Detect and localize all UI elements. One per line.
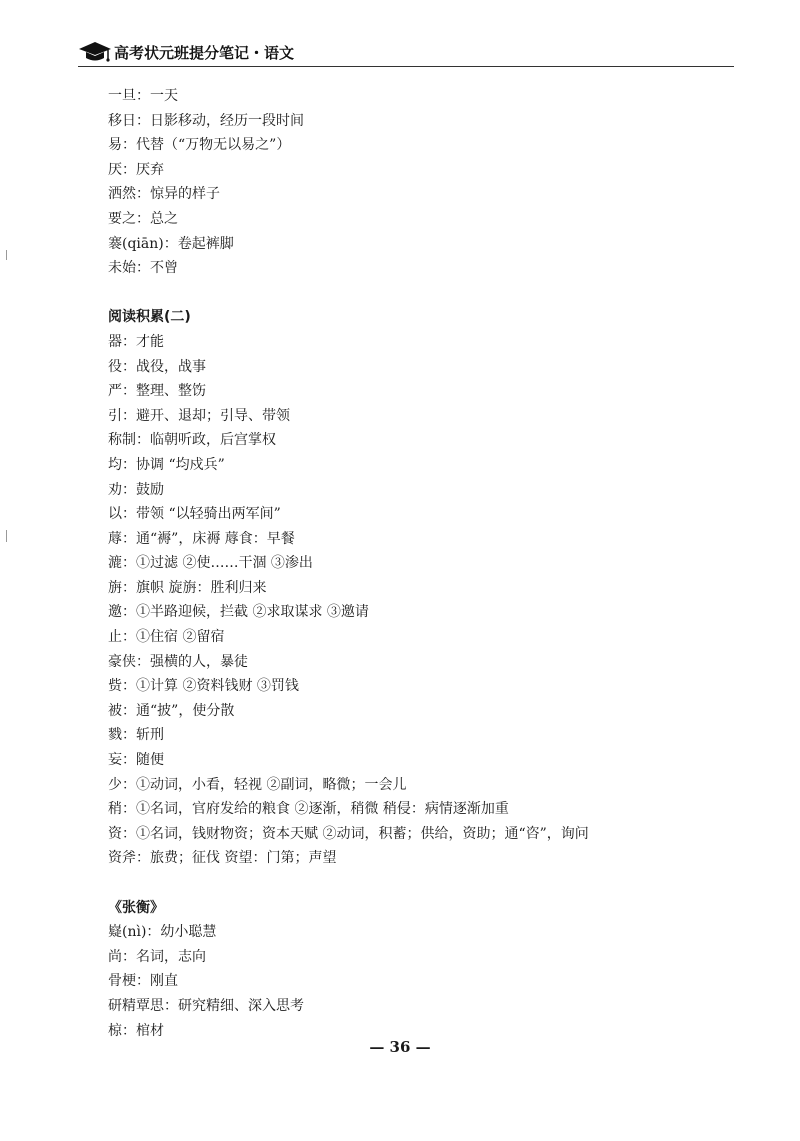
glossary-entry: 称制：临朝听政，后宫掌权: [108, 432, 276, 449]
glossary-entry: 以：带领 “以轻骑出两军间”: [108, 506, 281, 523]
glossary-entry: 豪侠：强横的人，暴徒: [108, 653, 248, 670]
glossary-entry: 止：①住宿 ②留宿: [108, 629, 225, 646]
glossary-entry: 一旦：一天: [108, 88, 178, 104]
glossary-entry: 厌：厌弃: [108, 161, 164, 178]
page-number: — 36 —: [369, 1038, 431, 1056]
header-rule: [78, 66, 734, 67]
running-header: [78, 38, 338, 68]
glossary-entry: 稍：①名词，官府发给的粮食 ②逐渐，稍微 稍侵：病情逐渐加重: [108, 801, 509, 818]
glossary-entry: 资：①名词，钱财物资；资本天赋 ②动词，积蓄；供给，资助；通“咨”，询问: [108, 825, 589, 842]
glossary-entry: 嶷(nì)：幼小聪慧: [108, 924, 217, 941]
section-title: 阅读积累(二): [108, 309, 191, 326]
glossary-entry: 漉：①过滤 ②使……干涸 ③渗出: [108, 555, 313, 572]
content-body: [108, 84, 748, 1043]
glossary-entry: 被：通“披”，使分散: [108, 702, 235, 719]
glossary-entry: 严：整理、整饬: [108, 383, 206, 400]
section-gap: [108, 871, 748, 896]
section-title: 《张衡》: [108, 899, 164, 916]
scan-edge-mark: [6, 250, 7, 260]
glossary-entry: 劝：鼓励: [108, 481, 164, 498]
glossary-entry: 尚：名词，志向: [108, 948, 206, 965]
glossary-entry: 移日：日影移动，经历一段时间: [108, 112, 304, 129]
glossary-entry: 洒然：惊异的样子: [108, 186, 220, 203]
glossary-entry: 均：协调 “均戍兵”: [108, 456, 225, 473]
glossary-entry: 邀：①半路迎候，拦截 ②求取谋求 ③邀请: [108, 604, 369, 621]
glossary-entry: 资斧：旅费；征伐 资望：门第；声望: [108, 850, 337, 867]
graduation-cap-icon: [78, 40, 112, 68]
scan-edge-mark: [6, 530, 7, 542]
glossary-entry: 少：①动词，小看，轻视 ②副词，略微；一会儿: [108, 776, 407, 793]
glossary-entry: 赀：①计算 ②资料钱财 ③罚钱: [108, 678, 299, 695]
glossary-entry: 引：避开、退却；引导、带领: [108, 407, 290, 424]
header-title: 高考状元班提分笔记・语文: [114, 44, 295, 62]
glossary-entry: 器：才能: [108, 333, 164, 350]
glossary-entry: 未始：不曾: [108, 260, 178, 277]
glossary-entry: 要之：总之: [108, 210, 178, 227]
glossary-entry: 妄：随便: [108, 752, 164, 769]
glossary-entry: 易：代替（“万物无以易之”）: [108, 137, 291, 154]
section-gap: [108, 281, 748, 306]
glossary-entry: 戮：斩刑: [108, 727, 164, 744]
glossary-entry: 研精覃思：研究精细、深入思考: [108, 997, 304, 1014]
glossary-entry: 骨梗：刚直: [108, 973, 178, 990]
glossary-entry: 蓐：通“褥”，床褥 蓐食：早餐: [108, 530, 295, 547]
glossary-entry: 椋：棺材: [108, 1022, 164, 1039]
glossary-entry: 役：战役，战事: [108, 358, 206, 375]
glossary-entry: 褰(qiān)：卷起裤脚: [108, 235, 234, 252]
glossary-entry: 旃：旗帜 旋旃：胜利归来: [108, 579, 267, 596]
